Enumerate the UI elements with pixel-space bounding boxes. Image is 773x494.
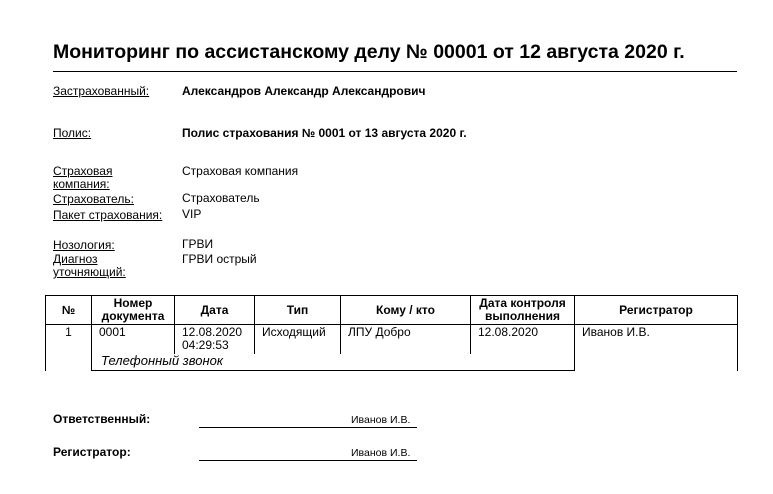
cell-num: 1: [46, 325, 92, 371]
policy-value: Полис страхования № 0001 от 13 августа 2020 г.: [182, 126, 467, 140]
insured-label: Застрахованный:: [53, 84, 150, 98]
insurer-label: Страховая компания:: [53, 164, 113, 191]
responsible-label: Ответственный:: [53, 412, 151, 426]
nosology-value: ГРВИ: [182, 237, 214, 251]
responsible-name: Иванов И.В.: [351, 414, 411, 426]
package-value: VIP: [182, 207, 202, 221]
cell-note: Телефонный звонок: [92, 354, 575, 371]
cell-control-date: 12.08.2020: [471, 325, 575, 355]
title-divider: [53, 71, 737, 72]
col-header-registrar: Регистратор: [575, 296, 738, 325]
policy-label: Полис:: [53, 126, 92, 140]
col-header-to-whom: Кому / кто: [341, 296, 471, 325]
table-row: [46, 325, 738, 355]
cell-to-whom: ЛПУ Добро: [341, 325, 471, 355]
page-title: Мониторинг по ассистанскому делу № 00001 от 12 августа 2020 г.: [53, 41, 685, 63]
insured-value: Александров Александр Александрович: [182, 84, 426, 98]
registrar-signature-line: [199, 460, 417, 461]
documents-table: [45, 295, 738, 371]
cell-date: 12.08.2020 04:29:53: [175, 325, 255, 355]
col-header-control-date: Дата контроля выполнения: [471, 296, 575, 325]
package-label: Пакет страхования:: [53, 208, 163, 222]
col-header-date: Дата: [175, 296, 255, 325]
responsible-signature-line: [199, 427, 417, 428]
col-header-doc-number: Номер документа: [92, 296, 175, 325]
cell-type: Исходящий: [255, 325, 341, 355]
registrar-label: Регистратор:: [53, 445, 131, 459]
col-header-type: Тип: [255, 296, 341, 325]
policyholder-value: Страхователь: [182, 191, 260, 205]
nosology-label: Нозология:: [53, 238, 115, 252]
policyholder-label: Страхователь:: [53, 192, 134, 206]
table-header-row: [46, 296, 738, 325]
diagnosis-label: Диагноз уточняющий:: [53, 252, 126, 279]
registrar-name: Иванов И.В.: [351, 447, 411, 459]
diagnosis-value: ГРВИ острый: [182, 252, 257, 266]
insurer-value: Страховая компания: [182, 164, 299, 178]
cell-registrar: Иванов И.В.: [575, 325, 738, 371]
cell-doc-number: 0001: [92, 325, 175, 355]
col-header-num: №: [46, 296, 92, 325]
